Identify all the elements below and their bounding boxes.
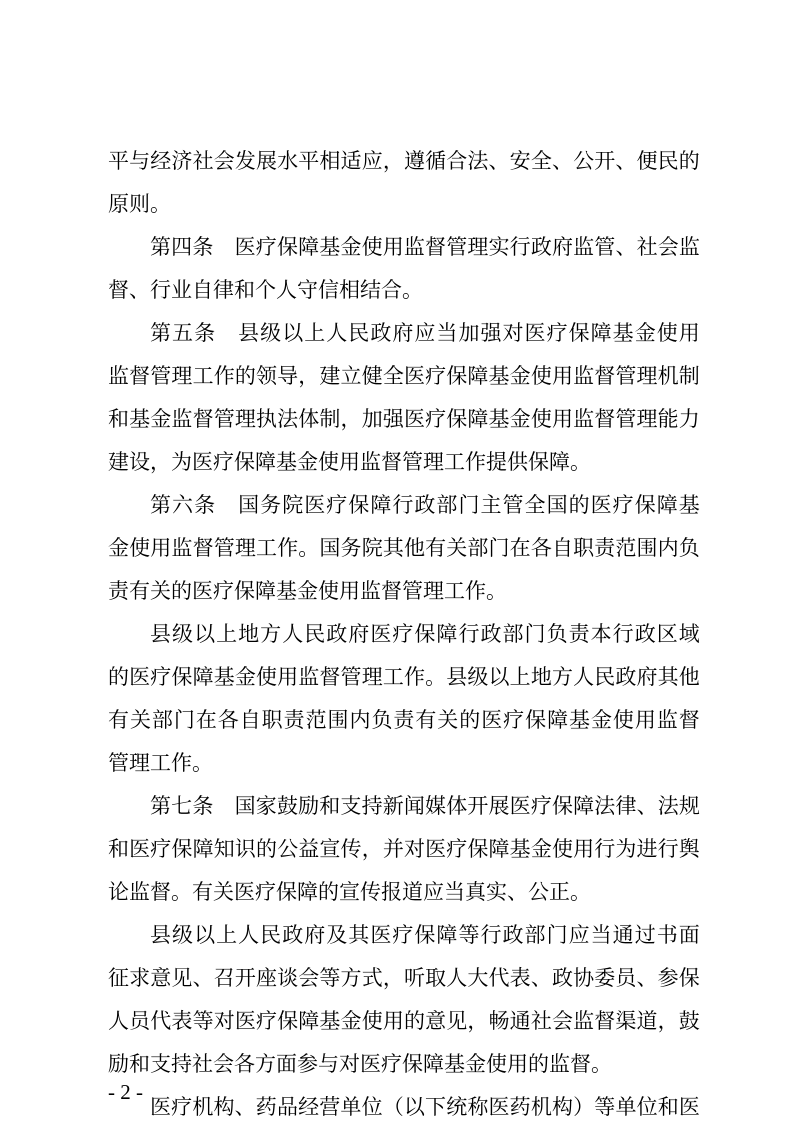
text-line: 医 疗 机 构 、 药 品 经 营 单 位 （ 以 下 统 称 医 药 机 构 ） 等 单 位 和 医 [150, 1095, 700, 1119]
text-line: 县 级 以 上 地 方 人 民 政 府 医 疗 保 障 行 政 部 门 负 责 本 行 政 区 域 [150, 622, 700, 646]
text-line: 第 六 条 国 务 院 医 疗 保 障 行 政 部 门 主 管 全 国 的 医 疗 保 障 基 [150, 493, 700, 517]
text-line: 督、行业自律和个人守信相结合。 [108, 278, 423, 302]
text-line: 第 四 条 医 疗 保 障 基 金 使 用 监 督 管 理 实 行 政 府 监 管 、 社 会 监 [150, 235, 700, 259]
text-line: 建设，为医疗保障基金使用监督管理工作提供保障。 [108, 450, 591, 474]
text-line: 人 员 代 表 等 对 医 疗 保 障 基 金 使 用 的 意 见 ， 畅 通 社 会 监 督 渠 道 ， 鼓 [108, 1009, 700, 1033]
text-line: 监 督 管 理 工 作 的 领 导 ， 建 立 健 全 医 疗 保 障 基 金 使 用 监 督 管 理 机 制 [108, 364, 700, 388]
text-line: 和 医 疗 保 障 知 识 的 公 益 宣 传 ， 并 对 医 疗 保 障 基 金 使 用 行 为 进 行 舆 [108, 837, 700, 861]
text-line: 励和支持社会各方面参与对医疗保障基金使用的监督。 [108, 1052, 612, 1076]
document-body [108, 140, 700, 1129]
text-line: 有 关 部 门 在 各 自 职 责 范 围 内 负 责 有 关 的 医 疗 保 障 基 金 使 用 监 督 [108, 708, 700, 732]
text-line: 论监督。有关医疗保障的宣传报道应当真实、公正。 [108, 880, 591, 904]
text-line: 管理工作。 [108, 751, 213, 775]
text-line: 和 基 金 监 督 管 理 执 法 体 制 ， 加 强 医 疗 保 障 基 金 使 用 监 督 管 理 能 力 [108, 407, 700, 431]
text-line: 第 七 条 国 家 鼓 励 和 支 持 新 闻 媒 体 开 展 医 疗 保 障 法 律 、 法 规 [150, 794, 700, 818]
text-line: 金 使 用 监 督 管 理 工 作 。 国 务 院 其 他 有 关 部 门 在 各 自 职 责 范 围 内 负 [108, 536, 700, 560]
text-line: 责有关的医疗保障基金使用监督管理工作。 [108, 579, 507, 603]
text-line: 的 医 疗 保 障 基 金 使 用 监 督 管 理 工 作 。 县 级 以 上 地 方 人 民 政 府 其 他 [108, 665, 700, 689]
text-line: 第 五 条 县 级 以 上 人 民 政 府 应 当 加 强 对 医 疗 保 障 基 金 使 用 [150, 321, 700, 345]
text-line: 县 级 以 上 人 民 政 府 及 其 医 疗 保 障 等 行 政 部 门 应 当 通 过 书 面 [150, 923, 700, 947]
text-line: 原则。 [108, 192, 171, 216]
text-line: 征 求 意 见 、 召 开 座 谈 会 等 方 式 ， 听 取 人 大 代 表 、 政 协 委 员 、 参 保 [108, 966, 700, 990]
page-number: - 2 - [108, 1080, 143, 1104]
text-line: 平 与 经 济 社 会 发 展 水 平 相 适 应 ， 遵 循 合 法 、 安 全 、 公 开 、 便 民 的 [108, 149, 700, 173]
